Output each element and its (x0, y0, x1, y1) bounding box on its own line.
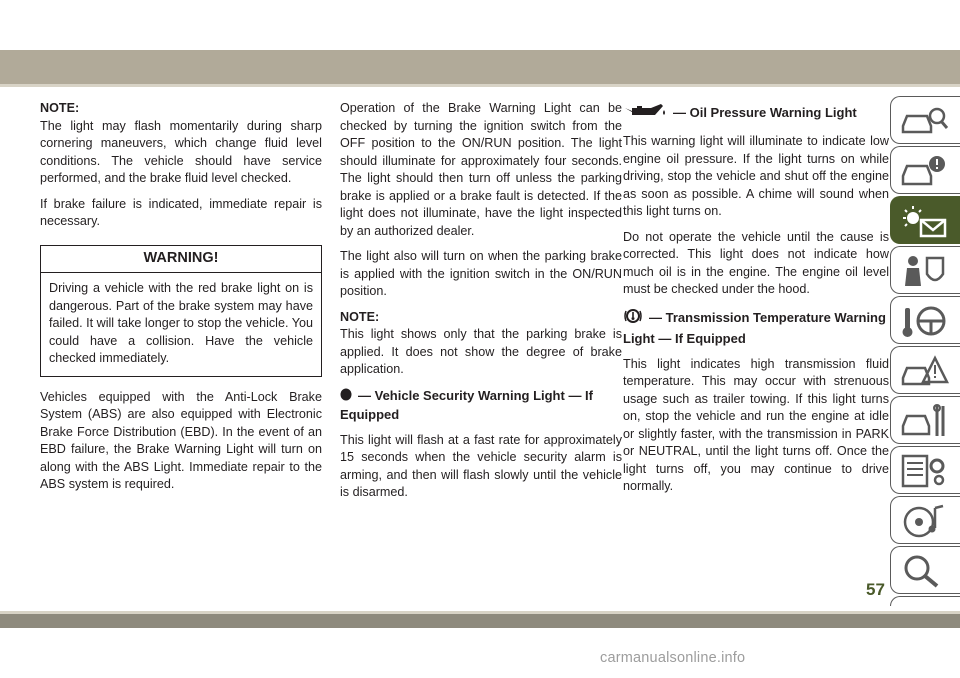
oil-pressure-heading (623, 102, 889, 125)
warning-box (40, 245, 322, 377)
column-3 (623, 100, 889, 504)
transmission-temperature-icon (623, 307, 643, 330)
transmission-heading-text: — Transmission Temperature Warning Light — If Equipped (623, 309, 886, 346)
airbag-safety-icon (899, 252, 949, 290)
car-service-tools-icon (899, 402, 949, 440)
roadside-warning-icon (899, 352, 949, 390)
paragraph: This warning light will illuminate to indicate low engine oil pressure. If the light turns on while driving, stop the vehicle and shut off the engine as soon as possible. A chime will sound when this light turns on. (623, 134, 889, 218)
note-label: NOTE: (340, 309, 380, 324)
paragraph: This light will flash at a fast rate for approximately 15 seconds when the vehicle security alarm is arming, and then will flash slowly until the vehicle is disarmed. (340, 432, 622, 500)
tab-multimedia[interactable] (890, 496, 960, 544)
chapter-tabs-sidebar (890, 96, 960, 606)
warning-text: Driving a vehicle with the red brake light on is dangerous. Part of the brake system may have failed. It will take longer to stop the vehicle. You could have a collision. Have the vehicle checked immediately. (49, 281, 313, 365)
bottom-band (0, 614, 960, 628)
tab-steering-wheel[interactable] (890, 296, 960, 344)
top-band (0, 50, 960, 84)
paragraph: This light indicates high transmission fluid temperature. This may occur with strenuous usage such as trailer towing. If this light turns on, stop the vehicle and run the engine at idle or slightly faster, with the transmission in PARK or NEUTRAL, until the light turns off. Once the light turns off, you may continue to drive normally. (623, 356, 889, 493)
watermark: carmanualsonline.info (600, 650, 746, 666)
oil-can-icon (623, 102, 667, 125)
paragraph: The light also will turn on when the parking brake is applied with the ignition switch in the ON/RUN position. (340, 249, 622, 298)
column-1 (40, 100, 322, 502)
tab-dashboard-lights[interactable] (890, 196, 960, 244)
paragraph: Operation of the Brake Warning Light can be checked by turning the ignition switch from the OFF position to the ON/RUN position. The light should illuminate for approximately four seconds. The light should then turn off unless the parking brake is applied or a brake fault is detected. If the light does not illuminate, have the light inspected by an authorized dealer. (340, 101, 622, 238)
paragraph: Vehicles equipped with the Anti-Lock Brake System (ABS) are also equipped with Electronic Brake Force Distribution (EBD). In the event of an EBD failure, the Brake Warning Light will turn on along with the ABS Light. Immediate repair to the ABS system is required. (40, 389, 322, 491)
search-index-icon (899, 552, 949, 590)
page-number: 57 (866, 580, 885, 599)
transmission-temperature-heading (623, 307, 889, 348)
oil-heading-text: — Oil Pressure Warning Light (673, 104, 857, 120)
steering-wheel-icon (899, 302, 949, 340)
tab-search-index[interactable] (890, 546, 960, 594)
tab-car-alert[interactable] (890, 146, 960, 194)
tab-car-service-tools[interactable] (890, 396, 960, 444)
top-band-line (0, 84, 960, 87)
tab-language-index[interactable] (890, 596, 960, 606)
dashboard-lights-icon (899, 202, 949, 240)
specifications-icon (899, 452, 949, 490)
warning-title: WARNING! (41, 246, 321, 274)
car-info-icon (899, 102, 949, 140)
security-light-icon (340, 387, 352, 406)
note-label: NOTE: (40, 101, 80, 115)
tab-car-info[interactable] (890, 96, 960, 144)
security-light-heading (340, 387, 622, 424)
column-2 (340, 100, 622, 510)
tab-specifications[interactable] (890, 446, 960, 494)
paragraph: Do not operate the vehicle until the cause is corrected. This light does not indicate how much oil is in the engine. The engine oil level must be checked under the hood. (623, 229, 889, 296)
tab-airbag-safety[interactable] (890, 246, 960, 294)
tab-roadside-warning[interactable] (890, 346, 960, 394)
note-text: The light may flash momentarily during sharp cornering maneuvers, which change fluid level conditions. The vehicle should have service performed, and the brake fluid level checked. (40, 118, 322, 185)
multimedia-icon (899, 502, 949, 540)
paragraph: If brake failure is indicated, immediate repair is necessary. (40, 196, 322, 228)
security-heading-text: — Vehicle Security Warning Light — If Equipped (340, 387, 593, 422)
note-text: This light shows only that the parking brake is applied. It does not show the degree of brake application. (340, 327, 622, 376)
car-alert-icon (899, 152, 949, 190)
